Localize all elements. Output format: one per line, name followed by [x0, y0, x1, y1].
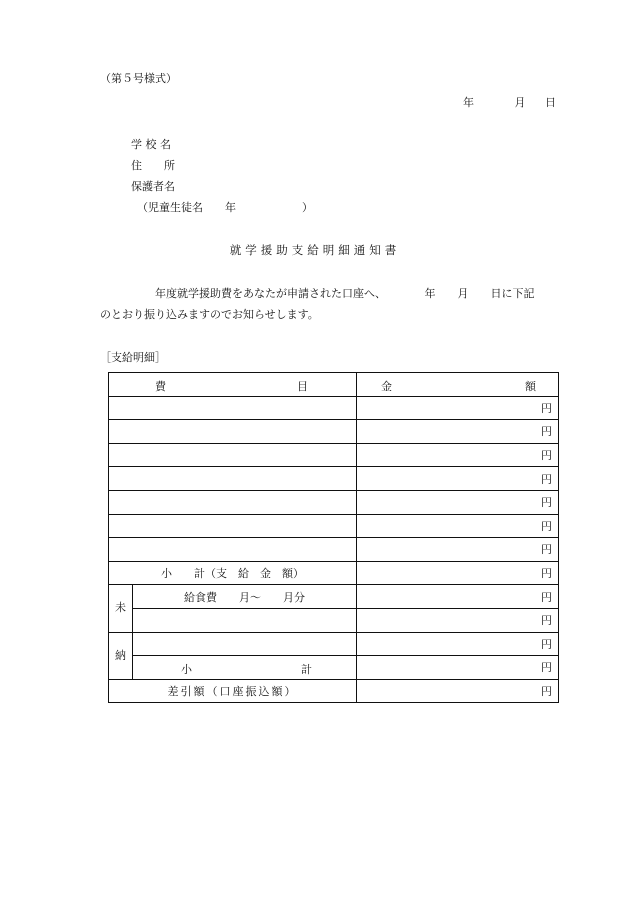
unpaid-subtotal-left: 小	[181, 663, 192, 677]
unpaid-subtotal-right: 計	[301, 663, 312, 677]
yen-cell: 円	[357, 443, 559, 467]
unpaid-char-bottom: 納	[115, 648, 126, 662]
student-label: （児童生徒名 年 ）	[137, 201, 313, 214]
table-row	[109, 467, 559, 491]
document-title: 就学援助支給明細通知書	[229, 243, 401, 257]
unpaid-subtotal-row	[109, 656, 559, 680]
header-item-left: 費	[155, 380, 166, 393]
table-row	[109, 396, 559, 420]
header-amount	[357, 373, 559, 397]
yen-cell: 円	[357, 420, 559, 444]
unpaid-subtotal-label	[133, 656, 357, 680]
header-item-right: 目	[297, 380, 308, 393]
table-row	[109, 443, 559, 467]
yen-cell: 円	[357, 490, 559, 514]
payment-detail-table	[108, 372, 559, 703]
table-row	[109, 420, 559, 444]
yen-cell: 円	[357, 608, 559, 632]
yen-cell: 円	[357, 656, 559, 680]
unpaid-row	[109, 608, 559, 632]
date-line	[463, 94, 556, 110]
table-row	[109, 514, 559, 538]
date-year: 年	[463, 96, 474, 109]
subtotal-label: 小 計（支 給 金 額）	[109, 561, 357, 585]
header-item	[109, 373, 357, 397]
final-transfer-label: 差引額（口座振込額）	[109, 679, 357, 703]
yen-cell: 円	[357, 561, 559, 585]
yen-cell: 円	[357, 467, 559, 491]
form-number: （第５号様式）	[100, 72, 177, 85]
yen-cell: 円	[357, 632, 559, 656]
yen-cell: 円	[357, 538, 559, 562]
subtotal-row	[109, 561, 559, 585]
school-name-label: 学 校 名	[131, 138, 171, 151]
table-header-row	[109, 373, 559, 397]
unpaid-lunch-row	[109, 585, 559, 609]
unpaid-char-top: 未	[115, 601, 126, 615]
header-amount-left: 金	[381, 380, 392, 393]
yen-cell: 円	[357, 514, 559, 538]
table-row	[109, 490, 559, 514]
date-month: 月	[514, 96, 526, 109]
body-line-2: のとおり振り込みますのでお知らせします。	[100, 308, 319, 321]
header-amount-right: 額	[525, 380, 536, 393]
yen-cell: 円	[357, 585, 559, 609]
table-row	[109, 538, 559, 562]
final-row	[109, 679, 559, 703]
unpaid-row	[109, 632, 559, 656]
lunch-fee-label: 給食費 月～ 月分	[133, 585, 357, 609]
body-line-1: 年度就学援助費をあなたが申請された口座へ、 年 月 日に下記	[155, 287, 535, 300]
address-label: 住 所	[131, 159, 175, 172]
section-label: ［支給明細］	[100, 351, 166, 364]
yen-cell: 円	[357, 396, 559, 420]
guardian-label: 保護者名	[131, 180, 175, 193]
yen-cell: 円	[357, 679, 559, 703]
date-day: 日	[545, 96, 556, 109]
unpaid-label-bottom	[109, 632, 133, 679]
unpaid-label-top	[109, 585, 133, 632]
